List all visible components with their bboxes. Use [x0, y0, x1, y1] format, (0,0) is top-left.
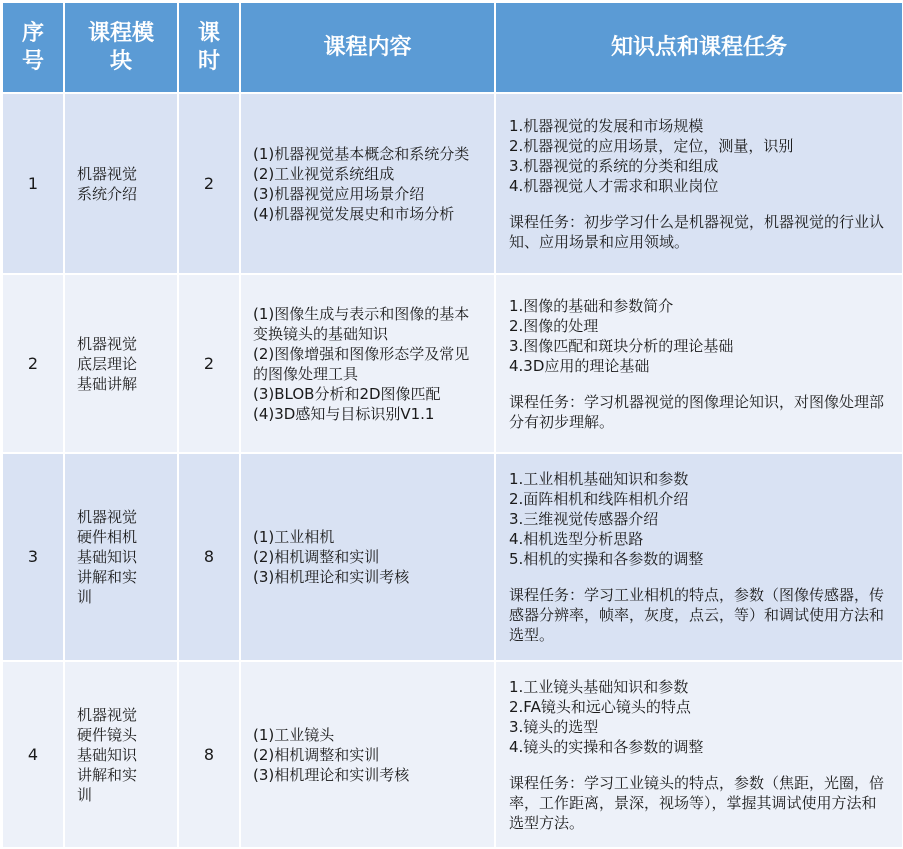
table-row: [2, 453, 903, 661]
content-item: (1)图像生成与表示和图像的基本变换镜头的基础知识: [253, 304, 470, 343]
content-item: (1)机器视觉基本概念和系统分类: [253, 144, 470, 163]
row-knowledge: [495, 661, 903, 848]
content-item: (4)3D感知与目标识别V1.1: [253, 404, 435, 423]
module-label: 机器视觉硬件相机基础知识讲解和实训: [77, 508, 138, 606]
content-item: (4)机器视觉发展史和市场分析: [253, 204, 455, 223]
knowledge-item: 4.镜头的实操和各参数的调整: [509, 737, 704, 756]
content-item: (3)机器视觉应用场景介绍: [253, 184, 425, 203]
course-task: 课程任务：学习工业镜头的特点，参数（焦距，光圈，倍率，工作距离，景深，视场等），掌握其调试使用方法和选型方法。: [509, 773, 885, 832]
row-hours: 2: [178, 274, 240, 453]
table-row: [2, 274, 903, 453]
knowledge-item: 2.FA镜头和远心镜头的特点: [509, 697, 691, 716]
module-label: 机器视觉系统介绍: [77, 164, 138, 203]
row-hours: 8: [178, 661, 240, 848]
knowledge-item: 3.机器视觉的系统的分类和组成: [509, 156, 719, 175]
row-module: [64, 661, 178, 848]
module-label: 机器视觉底层理论基础讲解: [77, 334, 138, 393]
knowledge-item: 4.相机选型分析思路: [509, 530, 644, 548]
table-row: [2, 661, 903, 848]
content-item: (2)相机调整和实训: [253, 745, 380, 764]
row-module: [64, 93, 178, 274]
knowledge-item: 2.面阵相机和线阵相机介绍: [509, 490, 689, 508]
knowledge-item: 4.机器视觉人才需求和职业岗位: [509, 176, 719, 195]
content-item: (2)相机调整和实训: [253, 548, 380, 566]
knowledge-item: 3.三维视觉传感器介绍: [509, 510, 659, 528]
header-module: 课程模块: [64, 2, 178, 93]
knowledge-item: 4.3D应用的理论基础: [509, 356, 650, 375]
row-knowledge: [495, 93, 903, 274]
knowledge-item: 2.图像的处理: [509, 316, 599, 335]
content-item: (1)工业相机: [253, 528, 335, 546]
header-knowledge: 知识点和课程任务: [495, 2, 903, 93]
content-item: (3)BLOB分析和2D图像匹配: [253, 384, 441, 403]
row-content: [240, 661, 495, 848]
row-hours: 8: [178, 453, 240, 661]
content-item: (3)相机理论和实训考核: [253, 568, 410, 586]
row-index: 2: [2, 274, 64, 453]
header-hours: 课时: [178, 2, 240, 93]
knowledge-item: 1.工业相机基础知识和参数: [509, 470, 689, 488]
row-content: [240, 453, 495, 661]
knowledge-item: 5.相机的实操和各参数的调整: [509, 550, 704, 568]
row-index: 4: [2, 661, 64, 848]
header-content: 课程内容: [240, 2, 495, 93]
knowledge-item: 2.机器视觉的应用场景，定位，测量，识别: [509, 136, 794, 155]
course-task: 课程任务：学习机器视觉的图像理论知识，对图像处理部分有初步理解。: [509, 392, 885, 431]
course-task: 课程任务：初步学习什么是机器视觉，机器视觉的行业认知、应用场景和应用领域。: [509, 212, 885, 251]
row-content: [240, 274, 495, 453]
module-label: 机器视觉硬件镜头基础知识讲解和实训: [77, 705, 138, 804]
content-item: (1)工业镜头: [253, 725, 335, 744]
table-header-row: [2, 2, 903, 93]
knowledge-item: 3.图像匹配和斑块分析的理论基础: [509, 336, 734, 355]
row-knowledge: [495, 453, 903, 661]
table-row: [2, 93, 903, 274]
knowledge-item: 1.图像的基础和参数简介: [509, 296, 674, 315]
course-table: [1, 1, 903, 849]
content-item: (3)相机理论和实训考核: [253, 765, 410, 784]
header-index: 序号: [2, 2, 64, 93]
row-content: [240, 93, 495, 274]
row-module: [64, 453, 178, 661]
content-item: (2)图像增强和图像形态学及常见的图像处理工具: [253, 344, 470, 383]
knowledge-item: 1.机器视觉的发展和市场规模: [509, 116, 704, 135]
row-hours: 2: [178, 93, 240, 274]
row-module: [64, 274, 178, 453]
row-index: 1: [2, 93, 64, 274]
knowledge-item: 1.工业镜头基础知识和参数: [509, 677, 689, 696]
knowledge-item: 3.镜头的选型: [509, 717, 599, 736]
content-item: (2)工业视觉系统组成: [253, 164, 395, 183]
row-index: 3: [2, 453, 64, 661]
course-task: 课程任务：学习工业相机的特点，参数（图像传感器，传感器分辨率，帧率，灰度，点云，等）和调试使用方法和选型。: [509, 586, 885, 644]
row-knowledge: [495, 274, 903, 453]
